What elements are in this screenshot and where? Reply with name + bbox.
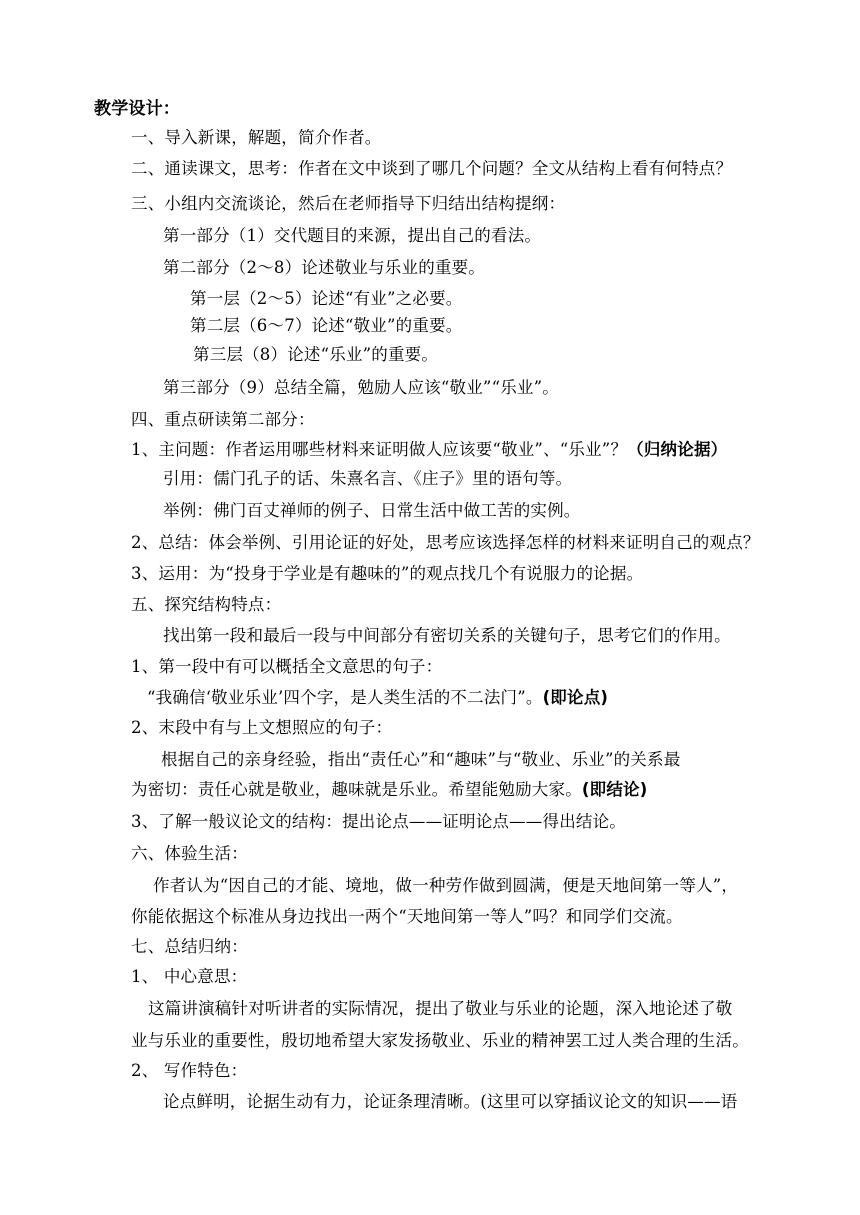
outline-part-2: 第二部分（2～8）论述敬业与乐业的重要。 bbox=[163, 258, 485, 277]
conclusion-line-2 bbox=[131, 780, 648, 800]
writing-features-text: 论点鲜明，论据生动有力，论证条理清晰。(这里可以穿插议论文的知识——语 bbox=[163, 1092, 738, 1111]
experience-text-1: 作者认为“因自己的才能、境地，做一种劳作做到圆满，便是天地间第一等人”， bbox=[153, 876, 739, 895]
outline-part-3: 第三部分（9）总结全篇，勉励人应该“敬业”“乐业”。 bbox=[163, 378, 559, 397]
central-idea-text-2: 业与乐业的重要性，殷切地希望大家发扬敬业、乐业的精神罢工过人类合理的生活。 bbox=[131, 1031, 749, 1050]
conclusion-text-2: 为密切：责任心就是敬业，趣味就是乐业。希望能勉励大家。 bbox=[131, 780, 582, 799]
conclusion-text-1: 根据自己的亲身经验，指出“责任心”和“趣味”与“敬业、乐业”的关系最 bbox=[161, 750, 681, 769]
section-7-heading: 七、总结归纳： bbox=[131, 937, 248, 956]
section-6-heading: 六、体验生活： bbox=[131, 844, 248, 863]
last-paragraph-item: 2、末段中有与上文想照应的句子： bbox=[131, 718, 393, 737]
thesis-quote: “我确信‘敬业乐业’四个字，是人类生活的不二法门”。 bbox=[147, 688, 543, 707]
application-item: 3、运用：为“投身于学业是有趣味的”的观点找几个有说服力的论据。 bbox=[131, 564, 644, 583]
summary-item: 2、总结：体会举例、引用论证的好处，思考应该选择怎样的材料来证明自己的观点？ bbox=[131, 533, 760, 552]
writing-features-item: 2、 写作特色： bbox=[131, 1061, 248, 1080]
central-idea-text-1: 这篇讲演稿针对听讲者的实际情况，提出了敬业与乐业的论题，深入地论述了敬 bbox=[148, 999, 733, 1018]
thesis-line bbox=[147, 688, 608, 708]
outline-layer-1: 第一层（2～5）论述“有业”之必要。 bbox=[190, 289, 463, 308]
citation-line: 引用：儒门孔子的话、朱熹名言、《庄子》里的语句等。 bbox=[163, 469, 573, 488]
example-line: 举例：佛门百丈禅师的例子、日常生活中做工苦的实例。 bbox=[163, 501, 581, 520]
section-5-heading: 五、探究结构特点： bbox=[131, 595, 282, 614]
essay-structure-item: 3、了解一般议论文的结构：提出论点——证明论点——得出结论。 bbox=[131, 812, 626, 831]
section-3-heading: 三、小组内交流谈论，然后在老师指导下归结出结构提纲： bbox=[131, 194, 566, 213]
section-1-heading: 一、导入新课，解题，简介作者。 bbox=[131, 128, 382, 147]
main-question-text: 1、主问题：作者运用哪些材料来证明做人应该要“敬业”、“乐业”？ bbox=[131, 440, 628, 459]
main-question-line bbox=[131, 440, 727, 460]
outline-layer-3: 第三层（8）论述“乐业”的重要。 bbox=[193, 345, 439, 364]
outline-layer-2: 第二层（6～7）论述“敬业”的重要。 bbox=[190, 316, 463, 335]
thesis-note: (即论点) bbox=[542, 688, 609, 707]
document-title: 教学设计： bbox=[94, 99, 180, 119]
central-idea-item: 1、 中心意思： bbox=[131, 967, 248, 986]
outline-part-1: 第一部分（1）交代题目的来源，提出自己的看法。 bbox=[163, 226, 542, 245]
section-4-heading: 四、重点研读第二部分： bbox=[131, 410, 315, 429]
structure-intro: 找出第一段和最后一段与中间部分有密切关系的关键句子，思考它们的作用。 bbox=[163, 626, 731, 645]
main-question-note: （归纳论据） bbox=[627, 440, 728, 459]
conclusion-note: (即结论) bbox=[581, 780, 648, 799]
experience-text-2: 你能依据这个标准从身边找出一两个“天地间第一等人”吗？和同学们交流。 bbox=[131, 907, 683, 926]
section-2-heading: 二、通读课文，思考：作者在文中谈到了哪几个问题？全文从结构上看有何特点？ bbox=[131, 159, 733, 178]
first-paragraph-item: 1、第一段中有可以概括全文意思的句子： bbox=[131, 657, 443, 676]
